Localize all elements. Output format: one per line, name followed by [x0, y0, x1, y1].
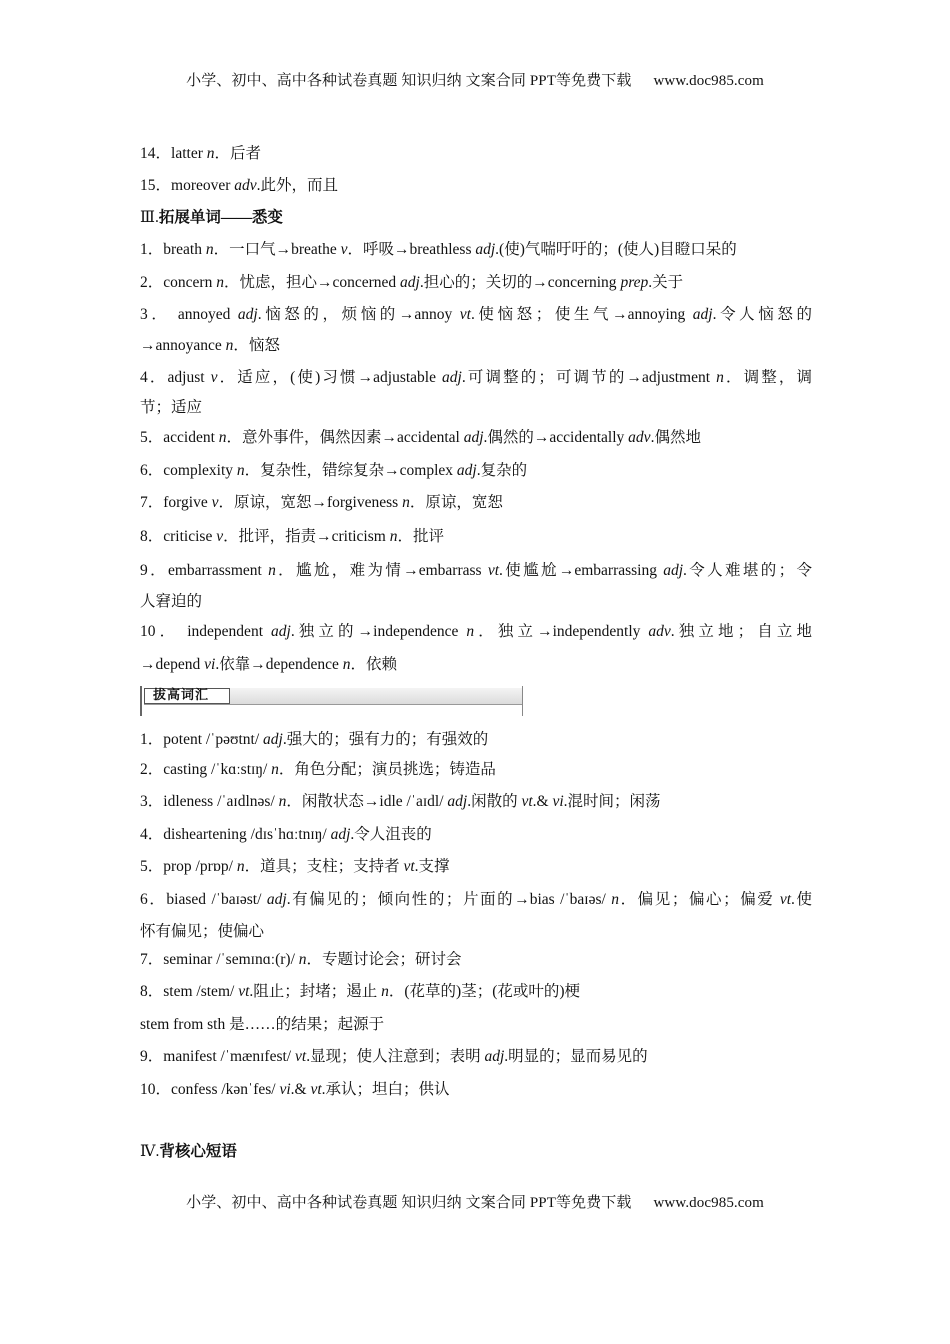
expand-item-1: 1．breath n．一口气→breathe v．呼吸→breathless adj.(使)气喘吁吁的；(使人)目瞪口呆的 — [140, 241, 737, 258]
expand-item-6: 6．complexity n．复杂性，错综复杂→complex adj.复杂的 — [140, 462, 528, 479]
expand-item-4-cont: 节；适应 — [140, 399, 203, 416]
adv-item-6-cont: 怀有偏见；使偏心 — [140, 923, 265, 940]
adv-item-3: 3．idleness /ˈaɪdlnəs/ n．闲散状态→idle /ˈaɪdl/ adj.闲散的 vt.& vi.混时间；闲荡 — [140, 793, 661, 810]
expand-item-5: 5．accident n．意外事件，偶然因素→accidental adj.偶然的→accidentally adv.偶然地 — [140, 429, 701, 446]
page-header — [0, 69, 950, 90]
vocab-item-15: 15．moreover adv.此外，而且 — [140, 177, 339, 194]
expand-item-4: 4．adjust v．适应，(使)习惯→adjustable adj.可调整的；可调节的→adjustment n．调整，调 — [140, 369, 812, 386]
expand-item-10-cont: →depend vi.依靠→dependence n．依赖 — [140, 656, 397, 673]
adv-item-7: 7．seminar /ˈsemɪnɑː(r)/ n．专题讨论会；研讨会 — [140, 951, 462, 968]
expand-item-3: 3． annoyed adj.恼怒的，烦恼的→annoy vt.使恼怒；使生气→annoying adj.令人恼怒的 — [140, 306, 812, 323]
expand-item-2: 2．concern n．忧虑，担心→concerned adj.担心的；关切的→concerning prep.关于 — [140, 274, 684, 291]
expand-item-9: 9．embarrassment n．尴尬，难为情→embarrass vt.使尴尬→embarrassing adj.令人难堪的；令 — [140, 562, 812, 579]
advanced-vocab-tag — [140, 686, 523, 716]
tag-label: 拔高词汇 — [144, 688, 230, 704]
page-footer — [0, 1191, 950, 1212]
vocab-item-14: 14．latter n．后者 — [140, 145, 261, 162]
header-url[interactable]: www.doc985.com — [653, 73, 764, 89]
adv-item-6: 6．biased /ˈbaɪəst/ adj.有偏见的；倾向性的；片面的→bias /ˈbaɪəs/ n．偏见；偏心；偏爱 vt.使 — [140, 891, 812, 908]
footer-url[interactable]: www.doc985.com — [653, 1195, 764, 1211]
expand-item-10: 10． independent adj.独立的→independence n．独立→independently adv.独立地；自立地 — [140, 623, 812, 640]
adv-item-2: 2．casting /ˈkɑːstɪŋ/ n．角色分配；演员挑选；铸造品 — [140, 761, 496, 778]
expand-item-9-cont: 人窘迫的 — [140, 593, 203, 610]
adv-item-10: 10．confess /kənˈfes/ vi.& vt.承认；坦白；供认 — [140, 1081, 450, 1098]
expand-item-3-cont: →annoyance n．恼怒 — [140, 337, 280, 354]
adv-item-8-cont: stem from sth 是……的结果；起源于 — [140, 1016, 385, 1033]
footer-text: 小学、初中、高中各种试卷真题 知识归纳 文案合同 PPT等免费下载 — [186, 1195, 632, 1211]
section-4-heading: Ⅳ.背核心短语 — [140, 1143, 237, 1160]
adv-item-8: 8．stem /stem/ vt.阻止；封堵；遏止 n．(花草的)茎；(花或叶的)梗 — [140, 983, 581, 1000]
adv-item-1: 1．potent /ˈpəʊtnt/ adj.强大的；强有力的；有强效的 — [140, 731, 489, 748]
expand-item-7: 7．forgive v．原谅，宽恕→forgiveness n．原谅，宽恕 — [140, 494, 503, 511]
expand-item-8: 8．criticise v．批评，指责→criticism n．批评 — [140, 528, 444, 545]
header-text: 小学、初中、高中各种试卷真题 知识归纳 文案合同 PPT等免费下载 — [186, 73, 632, 89]
section-3-heading: Ⅲ.拓展单词——悉变 — [140, 209, 283, 226]
tag-bar — [144, 688, 522, 705]
adv-item-4: 4．disheartening /dɪsˈhɑːtnɪŋ/ adj.令人沮丧的 — [140, 826, 432, 843]
adv-item-5: 5．prop /prɒp/ n．道具；支柱；支持者 vt.支撑 — [140, 858, 450, 875]
adv-item-9: 9．manifest /ˈmænɪfest/ vt.显现；使人注意到；表明 adj.明显的；显而易见的 — [140, 1048, 648, 1065]
